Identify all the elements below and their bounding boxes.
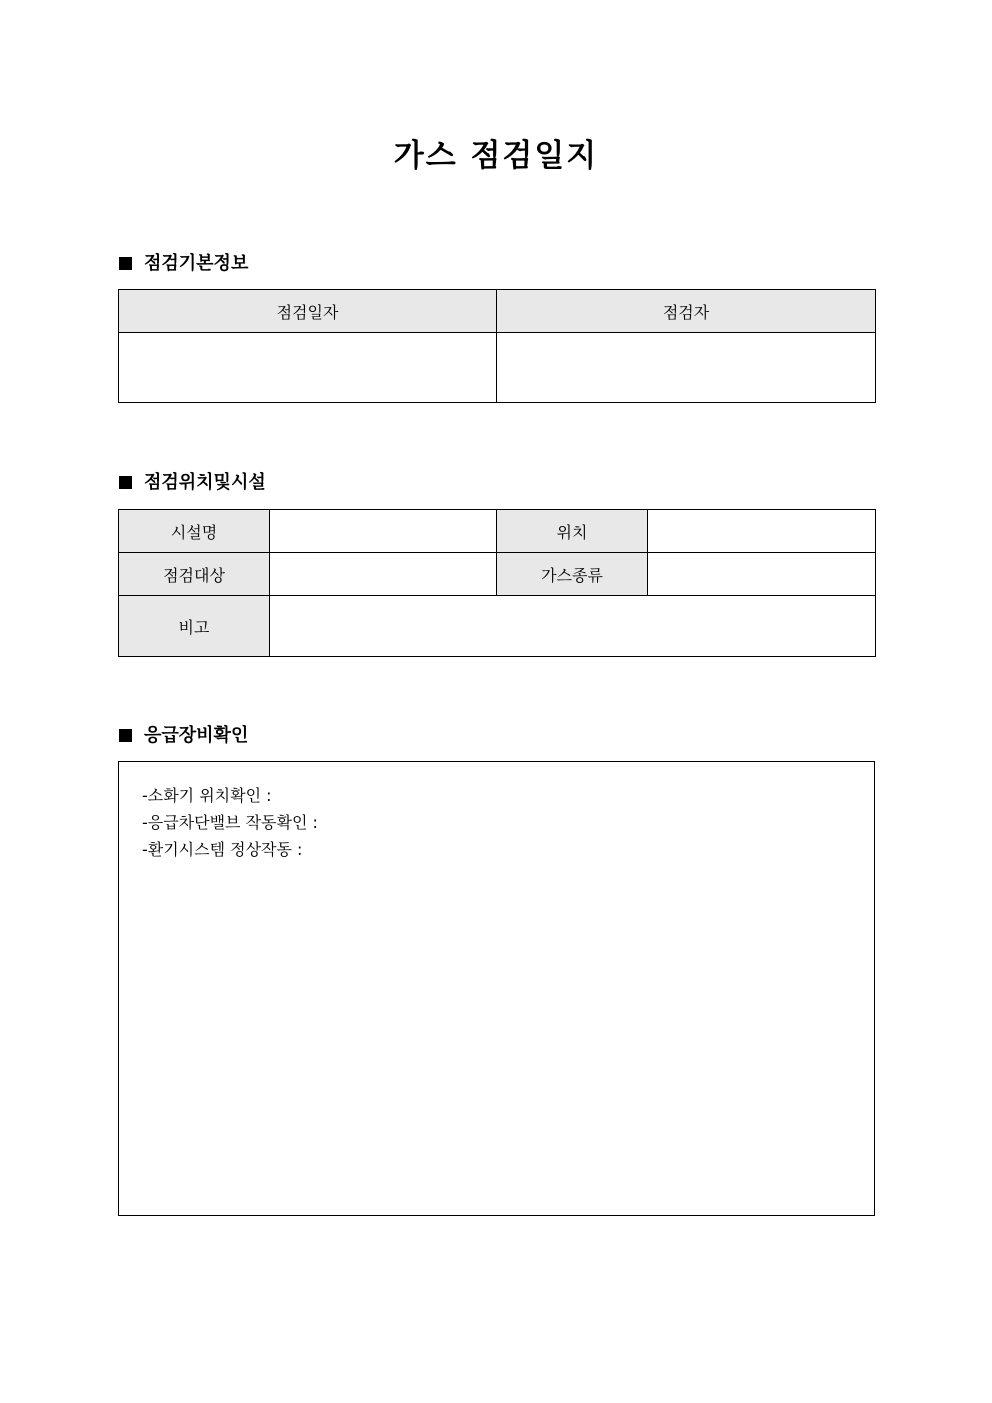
inspection-target-field[interactable] <box>270 553 497 596</box>
inspection-date-field[interactable] <box>119 333 497 403</box>
position-field[interactable] <box>648 510 876 553</box>
gas-type-field[interactable] <box>648 553 876 596</box>
square-bullet-icon <box>119 257 132 270</box>
basic-info-table <box>118 289 876 403</box>
emergency-check-box[interactable] <box>118 761 875 1216</box>
ventilation-check-line: -환기시스템 정상작동 : <box>142 840 303 859</box>
inspection-target-label: 점검대상 <box>119 553 270 596</box>
facility-name-field[interactable] <box>270 510 497 553</box>
gas-type-label: 가스종류 <box>497 553 648 596</box>
facility-name-label: 시설명 <box>119 510 270 553</box>
section-heading-label: 응급장비확인 <box>144 725 249 746</box>
inspection-date-header: 점검일자 <box>119 290 497 333</box>
section-heading-label: 점검위치및시설 <box>144 472 266 493</box>
section-heading-emergency <box>119 724 248 748</box>
location-table <box>118 509 876 657</box>
page-title: 가스 점검일지 <box>393 138 599 174</box>
shutoff-valve-check-line: -응급차단밸브 작동확인 : <box>142 813 318 832</box>
section-heading-basic-info <box>119 252 248 276</box>
remarks-field[interactable] <box>270 596 876 657</box>
position-label: 위치 <box>497 510 648 553</box>
inspector-field[interactable] <box>497 333 876 403</box>
square-bullet-icon <box>119 476 132 489</box>
section-heading-location <box>119 471 266 495</box>
remarks-label: 비고 <box>119 596 270 657</box>
extinguisher-check-line: -소화기 위치확인 : <box>142 786 272 805</box>
square-bullet-icon <box>119 729 132 742</box>
inspector-header: 점검자 <box>497 290 876 333</box>
section-heading-label: 점검기본정보 <box>144 253 249 274</box>
